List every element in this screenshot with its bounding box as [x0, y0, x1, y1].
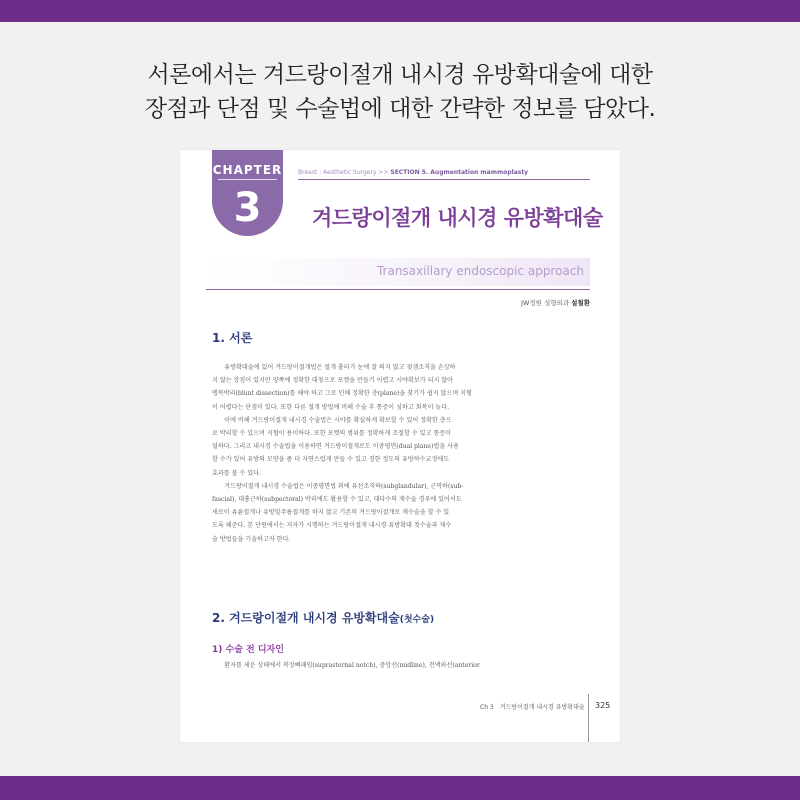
section-2-title: 겨드랑이절개 내시경 유방확대술 [224, 611, 400, 625]
caption-line-1: 서론에서는 겨드랑이절개 내시경 유방확대술에 대한 [147, 62, 653, 88]
body-line: 로 박리할 수 있으며 지혈이 용이하다. 또한 포켓의 범위를 정확하게 조절할 수 있고 통증이 [212, 430, 452, 438]
chapter-label: CHAPTER [212, 163, 283, 177]
english-title-band [206, 258, 590, 286]
author-name: 설철환 [571, 299, 590, 307]
chapter-tab [212, 150, 283, 236]
body-line: 덜하다. 그리고 내시경 수술법을 이용하면 겨드랑이절개로도 이중평면(dual plane)법을 사용 [212, 443, 459, 451]
chapter-tab-divider [218, 179, 277, 180]
section-2-body [212, 659, 494, 672]
breadcrumb-section: SECTION 5. Augmentation mammoplasty [390, 169, 529, 176]
chapter-number: 3 [233, 185, 262, 231]
author-affiliation: JW정원 성형외과 [521, 299, 572, 307]
english-title: Transaxillary endoscopic approach [376, 264, 584, 278]
body-line: fascial), 대흉근하(subpectoral) 박리에도 활용할 수 있고, 대다수의 재수술 경우에 있어서도 [212, 496, 462, 504]
body-line: 겨드랑이절개 내시경 수술법은 이중평면법 외에 유선조직하(subglandular), 근막하(sub- [212, 482, 464, 490]
section-1-number: 1. [212, 331, 225, 345]
body-line: 유방확대술에 있어 겨드랑이절개법은 절개 흉터가 눈에 잘 띄지 않고 젖샘조직을 손상하 [212, 364, 456, 371]
author [521, 298, 590, 307]
body-line: 할 수가 있어 유방의 모양을 좀 더 자연스럽게 만들 수 있고 경한 정도의 유방하수교정에도 [212, 456, 450, 464]
section-2-number: 2. [212, 611, 225, 625]
footer-running-title: Ch 3 겨드랑이절개 내시경 유방확대술 [480, 704, 585, 711]
english-title-rule [206, 289, 590, 290]
section-1-body [212, 361, 494, 546]
breadcrumb [298, 169, 528, 176]
header-rule [298, 179, 590, 180]
subsection-heading: 1) 수술 전 디자인 [212, 645, 284, 655]
section-2-suffix: (첫수술) [399, 615, 435, 625]
section-1-title: 서론 [224, 331, 253, 345]
section-2-heading [212, 609, 434, 626]
top-band [0, 0, 800, 22]
body-line: 술 방법들을 기술하고자 한다. [212, 535, 291, 543]
caption [0, 58, 800, 126]
section-1-heading [212, 329, 252, 346]
body-line: 지 않는 장점이 있지만 양쪽에 정확한 대칭으로 포켓을 만들기 어렵고 시야확보가 되지 않아 [212, 377, 454, 385]
body-line: 환자를 세운 상태에서 복장뼈패임(suprasternal notch), 중앙선(midline), 전액와선(anterior [212, 662, 480, 669]
body-line: 이 어렵다는 단점이 있다. 또한 다른 절개 방법에 비해 수술 후 통증이 심하고 회복이 늦다. [212, 403, 450, 411]
caption-line-2: 장점과 단점 및 수술법에 대한 간략한 정보를 담았다. [144, 96, 656, 122]
bottom-band [0, 776, 800, 800]
body-line: 새로이 유륜절개나 유방밑주름절개를 하지 않고 기존의 겨드랑이절개로 재수술을 할 수 있 [212, 509, 450, 517]
footer-rule [588, 694, 589, 742]
body-line: 맹목박리(blunt dissection)를 해야 하고 그로 인해 정확한 층(plane)을 찾기가 쉽지 않으며 지혈 [212, 390, 472, 398]
breadcrumb-prefix: Breast : Aesthetic Surgery >> [298, 169, 391, 176]
body-line: 효과를 볼 수 있다. [212, 469, 261, 477]
page-number: 325 [595, 701, 611, 710]
body-line: 이에 비해 겨드랑이절개 내시경 수술법은 시야를 확실하게 확보할 수 있어 정확한 층으 [212, 416, 452, 424]
chapter-title: 겨드랑이절개 내시경 유방확대술 [312, 206, 603, 230]
body-line: 도록 해준다. 본 단원에서는 저자가 시행하는 겨드랑이절개 내시경 유방확대 첫수술과 재수 [212, 522, 452, 530]
book-page [180, 150, 620, 742]
